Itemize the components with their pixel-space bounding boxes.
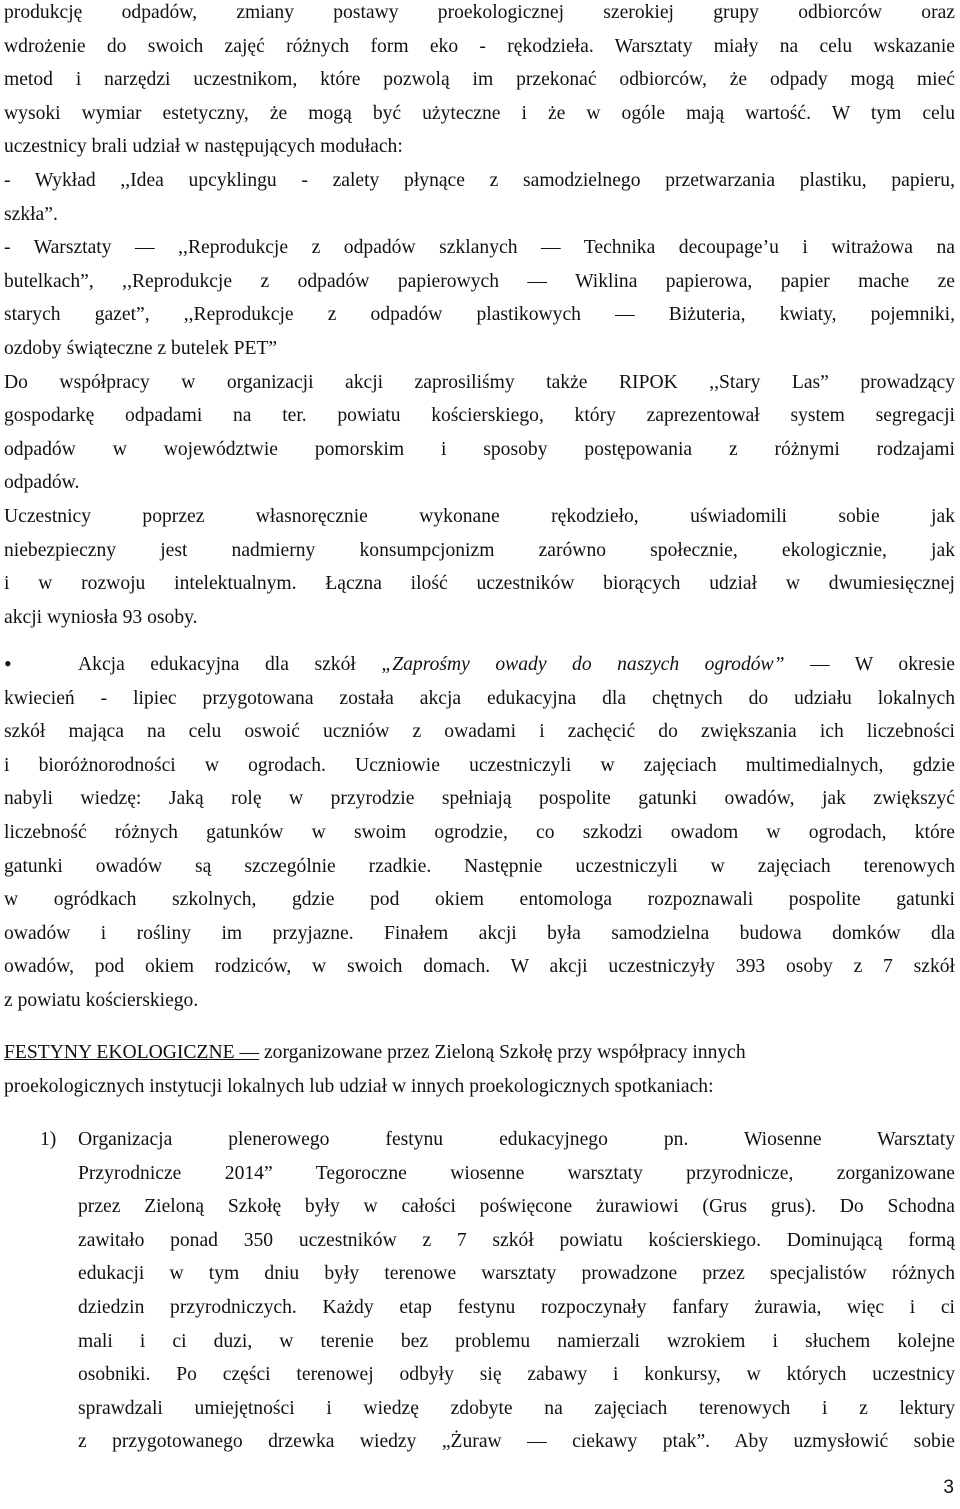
text-line: kwiecień - lipiec przygotowana została akcja edukacyjna dla chętnych do udziału lokalnych <box>4 687 955 709</box>
text-line: edukacji w tym dniu były terenowe warsztaty prowadzone przez specjalistów różnych <box>78 1263 955 1285</box>
text-line: starych gazet”, ,,Reprodukcje z odpadów plastikowych ― Biżuteria, kwiaty, pojemniki, <box>4 304 955 326</box>
text-line: owadów, pod okiem rodziców, w swoich domach. W akcji uczestniczyły 393 osoby z 7 szkół <box>4 956 955 978</box>
text-line: Do współpracy w organizacji akcji zaprosiliśmy także RIPOK ,,Stary Las” prowadzący <box>4 371 955 393</box>
bullet-icon: • <box>4 651 12 676</box>
text-line: gatunki owadów są szczególnie rzadkie. Następnie uczestniczyli w zajęciach terenowych <box>4 855 955 877</box>
text-line: przez Zieloną Szkołę były w całości poświęcone żurawiowi (Grus grus). Do Schodna <box>78 1196 955 1218</box>
festyny-paragraph <box>4 1036 955 1103</box>
bullet-lead: Akcja edukacyjna dla szkół <box>78 654 382 675</box>
text-line: produkcję odpadów, zmiany postawy proekologicznej szerokiej grupy odbiorców oraz <box>4 2 955 23</box>
text-line: niebezpieczny jest nadmierny konsumpcjonizm zarówno społecznie, ekologicznie, jak <box>4 539 955 561</box>
text-line: odpadów. <box>4 472 80 494</box>
text-line: - Wykład ,,Idea upcyklingu - zalety płynące z samodzielnego przetwarzania plastiku, papieru, <box>4 169 955 191</box>
bullet-first-line <box>4 648 955 682</box>
text-line: w ogródkach szkolnych, gdzie pod okiem entomologa rozpoznawali pospolite gatunki <box>4 889 955 911</box>
list-number: 1) <box>40 1129 57 1150</box>
text-line: Uczestnicy poprzez własnoręcznie wykonane rękodzieło, uświadomili sobie jak <box>4 505 955 527</box>
text-line: z powiatu kościerskiego. <box>4 989 199 1011</box>
text-line: dziedzin przyrodniczych. Każdy etap festynu rozpoczynały fanfary żurawia, więc i ci <box>78 1296 955 1318</box>
text-line: akcji wyniosła 93 osoby. <box>4 606 198 628</box>
text-line: uczestnicy brali udział w następujących modułach: <box>4 136 403 158</box>
festyny-heading: FESTYNY EKOLOGICZNE ― <box>4 1042 260 1063</box>
campaign-title: „Zaprośmy owady do naszych ogrodów” <box>381 654 785 675</box>
text-line: butelkach”, ,,Reprodukcje z odpadów papierowych ― Wiklina papierowa, papier mache ze <box>4 270 955 292</box>
text-line: mali i ci duzi, w terenie bez problemu namierzali wzrokiem i słuchem kolejne <box>78 1330 955 1352</box>
text-line: z przygotowanego drzewka wiedzy „Żuraw ― ciekawy ptak”. Aby uzmysłowić sobie <box>78 1431 955 1453</box>
text-line: Organizacja plenerowego festynu edukacyjnego pn. Wiosenne Warsztaty <box>78 1129 955 1150</box>
text-line: proekologicznych instytucji lokalnych lub udział w innych proekologicznych spotkaniach: <box>4 1075 714 1097</box>
page-number: 3 <box>943 1477 954 1499</box>
text-line: zawitało ponad 350 uczestników z 7 szkół powiatu kościerskiego. Dominującą formą <box>78 1229 955 1251</box>
text-line: ozdoby świąteczne z butelek PET” <box>4 337 278 359</box>
text-line: nabyli wiedzę: Jaką rolę w przyrodzie spełniają pospolite gatunki owadów, jak zwiększyć <box>4 788 955 810</box>
festyny-first-line <box>4 1036 955 1070</box>
text-line: liczebność różnych gatunków w swoim ogrodzie, co szkodzi owadom w ogrodach, które <box>4 821 955 843</box>
text-line: gospodarkę odpadami na ter. powiatu kościerskiego, który zaprezentował system segregacji <box>4 405 955 427</box>
bullet-lead-end: ― W okresie <box>810 654 955 675</box>
text-line: odpadów w województwie pomorskim i sposoby postępowania z różnymi rodzajami <box>4 438 955 460</box>
text-line: osobniki. Po części terenowej odbyły się zabawy i konkursy, w których uczestnicy <box>78 1364 955 1386</box>
text-line: sprawdzali umiejętności i wiedzę zdobyte na zajęciach terenowych i z lektury <box>78 1397 955 1419</box>
text-line: szkół mająca na celu oswoić uczniów z owadami i zachęcić do zwiększania ich liczebności <box>4 721 955 743</box>
text-line: wysoki wymiar estetyczny, że mogą być użyteczne i że w ogóle mają wartość. W tym celu <box>4 102 955 124</box>
text-line: metod i narzędzi uczestnikom, które pozwolą im przekonać odbiorców, że odpady mogą mieć <box>4 69 955 91</box>
bullet-paragraph <box>4 648 955 1018</box>
text-line: szkła”. <box>4 203 58 225</box>
text-line: - Warsztaty ― ,,Reprodukcje z odpadów szklanych ― Technika decoupage’u i witrażowa na <box>4 237 955 259</box>
text-line: wdrożenie do swoich zajęć różnych form eko - rękodzieła. Warsztaty miały na celu wskazanie <box>4 35 955 57</box>
text-line: i w rozwoju intelektualnym. Łączna ilość uczestników biorących udział w dwumiesięcznej <box>4 573 955 595</box>
text-line: Przyrodnicze 2014” Tegoroczne wiosenne warsztaty przyrodnicze, zorganizowane <box>78 1162 955 1184</box>
text-line: owadów i rośliny im przyjazne. Finałem akcji była samodzielna budowa domków dla <box>4 922 955 944</box>
festyny-intro: zorganizowane przez Zieloną Szkołę przy współpracy innych <box>259 1042 746 1063</box>
numbered-list-item <box>40 1123 955 1459</box>
text-line: i bioróżnorodności w ogrodach. Uczniowie uczestniczyli w zajęciach multimedialnych, gdzie <box>4 754 955 776</box>
intro-paragraph <box>4 0 955 634</box>
